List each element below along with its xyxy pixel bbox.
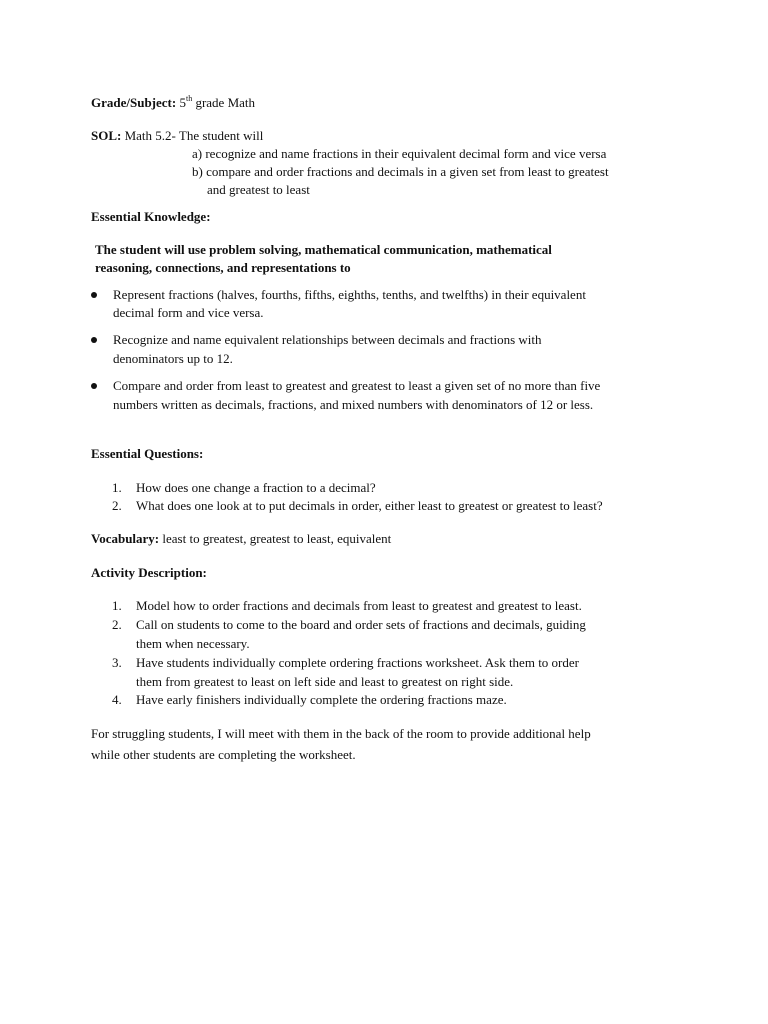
activity-number: 1. xyxy=(112,598,122,613)
essential-questions-heading: Essential Questions: xyxy=(91,446,204,461)
sol-item-b-continued: and greatest to least xyxy=(207,182,310,197)
question-2: What does one look at to put decimals in order, either least to greatest or greatest to least? xyxy=(136,498,603,513)
activity-description-heading: Activity Description: xyxy=(91,565,207,580)
sol-intro: Math 5.2- The student will xyxy=(124,128,264,143)
activity-number: 4. xyxy=(112,692,122,707)
support-paragraph: For struggling students, I will meet with them in the back of the room to provide additional help xyxy=(91,726,591,741)
knowledge-bullet-1: Represent fractions (halves, fourths, fifths, eighths, tenths, and twelfths) in their equivalent xyxy=(113,287,586,302)
essential-knowledge-heading: Essential Knowledge: xyxy=(91,209,211,224)
knowledge-bullet-1-continued: decimal form and vice versa. xyxy=(113,305,264,320)
grade-ordinal-suffix: th xyxy=(185,94,193,103)
question-1: How does one change a fraction to a decimal? xyxy=(136,480,376,495)
activity-item-1: Model how to order fractions and decimals from least to greatest and greatest to least. xyxy=(136,598,582,613)
activity-item-3-continued: them from greatest to least on left side and least to greatest on right side. xyxy=(136,674,514,689)
vocabulary-label: Vocabulary: xyxy=(91,531,160,546)
grade-value xyxy=(179,95,255,110)
question-number: 2. xyxy=(112,498,122,513)
question-number: 1. xyxy=(112,480,122,495)
activity-number: 3. xyxy=(112,655,122,670)
sol-item-b: b) compare and order fractions and decimals in a given set from least to greatest xyxy=(192,164,609,179)
activity-item-3: Have students individually complete ordering fractions worksheet. Ask them to order xyxy=(136,655,579,670)
grade-number: 5 xyxy=(179,95,186,110)
sol-line xyxy=(91,127,263,145)
activity-item-4: Have early finishers individually complete the ordering fractions maze. xyxy=(136,692,507,707)
bullet-icon xyxy=(91,383,97,389)
vocabulary-line xyxy=(91,530,391,548)
grade-subject-label: Grade/Subject: xyxy=(91,95,177,110)
vocabulary-value: least to greatest, greatest to least, equivalent xyxy=(162,531,392,546)
knowledge-bullet-2-continued: denominators up to 12. xyxy=(113,351,233,366)
knowledge-bullet-2: Recognize and name equivalent relationships between decimals and fractions with xyxy=(113,332,542,347)
knowledge-bullet-3-continued: numbers written as decimals, fractions, and mixed numbers with denominators of 12 or less. xyxy=(113,397,594,412)
essential-knowledge-intro-continued: reasoning, connections, and representations to xyxy=(95,260,351,275)
grade-subject-line xyxy=(91,94,255,112)
bullet-icon xyxy=(91,337,97,343)
essential-knowledge-intro: The student will use problem solving, mathematical communication, mathematical xyxy=(95,242,552,257)
activity-item-2-continued: them when necessary. xyxy=(136,636,250,651)
grade-subject-text: grade Math xyxy=(192,95,256,110)
activity-item-2: Call on students to come to the board and order sets of fractions and decimals, guiding xyxy=(136,617,586,632)
support-paragraph-continued: while other students are completing the worksheet. xyxy=(91,747,356,762)
sol-label: SOL: xyxy=(91,128,122,143)
activity-number: 2. xyxy=(112,617,122,632)
bullet-icon xyxy=(91,292,97,298)
sol-item-a: a) recognize and name fractions in their equivalent decimal form and vice versa xyxy=(192,146,607,161)
knowledge-bullet-3: Compare and order from least to greatest and greatest to least a given set of no more than five xyxy=(113,378,601,393)
